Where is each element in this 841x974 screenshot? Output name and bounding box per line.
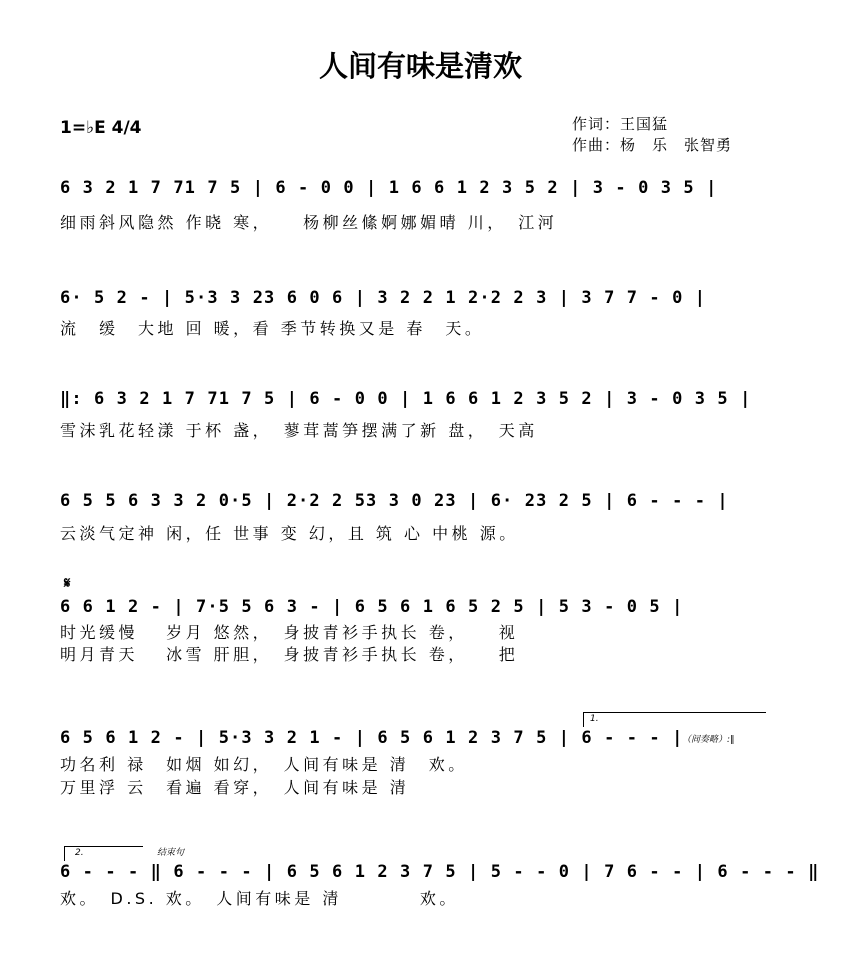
composer-credit: 作曲：杨 乐 张智勇 bbox=[572, 136, 733, 154]
first-ending-bracket bbox=[583, 712, 766, 727]
lyric-row-4: 云淡气定神 闲，任 世事 变 幻，且 筑 心 中桃 源。 bbox=[60, 524, 519, 543]
notation-row-7: 6 - - - ‖ 6 - - - | 6 5 6 1 2 3 7 5 | 5 - - 0 | 7 6 - - | 6 - - - ‖ bbox=[60, 862, 820, 882]
interlude-note: （间奏略）:‖ bbox=[682, 735, 735, 745]
second-ending-bracket bbox=[64, 846, 143, 861]
notation-row-4: 6 5 5 6 3 3 2 0·5 | 2·2 2 53 3 0 23 | 6· 23 2 5 | 6 - - - | bbox=[60, 491, 729, 511]
key-signature: 1=♭E 4/4 bbox=[60, 118, 142, 138]
segno-sign: 𝄋 bbox=[64, 574, 71, 592]
lyric-row-1: 细雨斜风隐然 作晓 寒， 杨柳丝絛婀娜媚晴 川， 江河 bbox=[60, 213, 558, 232]
notation-row-1: 6 3 2 1 7 71 7 5 | 6 - 0 0 | 1 6 6 1 2 3 5 2 | 3 - 0 3 5 | bbox=[60, 178, 718, 198]
lyric-row-7: 欢。 D.S. 欢。 人间有味是 清 欢。 bbox=[60, 889, 459, 908]
lyric-row-2: 流 缓 大地 回 暖，看 季节转换又是 春 天。 bbox=[60, 319, 485, 338]
lyricist-credit: 作词：王国猛 bbox=[572, 115, 669, 133]
notation-row-3: ‖: 6 3 2 1 7 71 7 5 | 6 - 0 0 | 1 6 6 1 2 3 5 2 | 3 - 0 3 5 | bbox=[60, 389, 752, 409]
coda-label: 结束句 bbox=[157, 848, 185, 858]
notation-row-6: 6 5 6 1 2 - | 5·3 3 2 1 - | 6 5 6 1 2 3 7 5 | 6 - - - | bbox=[60, 728, 684, 748]
lyric-row-5b: 明月青天 冰雪 肝胆， 身披青衫手执长 卷， 把 bbox=[60, 645, 519, 664]
lyric-row-3: 雪沫乳花轻漾 于杯 盏， 蓼茸蒿笋摆满了新 盘， 天高 bbox=[60, 421, 538, 440]
notation-row-2: 6· 5 2 - | 5·3 3 23 6 0 6 | 3 2 2 1 2·2 2 3 | 3 7 7 - 0 | bbox=[60, 288, 707, 308]
lyric-row-5a: 时光缓慢 岁月 悠然， 身披青衫手执长 卷， 视 bbox=[60, 623, 519, 642]
notation-row-5: 6 6 1 2 - | 7·5 5 6 3 - | 6 5 6 1 6 5 2 5 | 5 3 - 0 5 | bbox=[60, 597, 684, 617]
first-ending-label: 1. bbox=[590, 714, 599, 724]
lyric-row-6b: 万里浮 云 看遍 看穿， 人间有味是 清 bbox=[60, 778, 410, 797]
lyric-row-6a: 功名利 禄 如烟 如幻， 人间有味是 清 欢。 bbox=[60, 755, 468, 774]
page-title: 人间有味是清欢 bbox=[318, 49, 522, 83]
second-ending-label: 2. bbox=[75, 848, 84, 858]
